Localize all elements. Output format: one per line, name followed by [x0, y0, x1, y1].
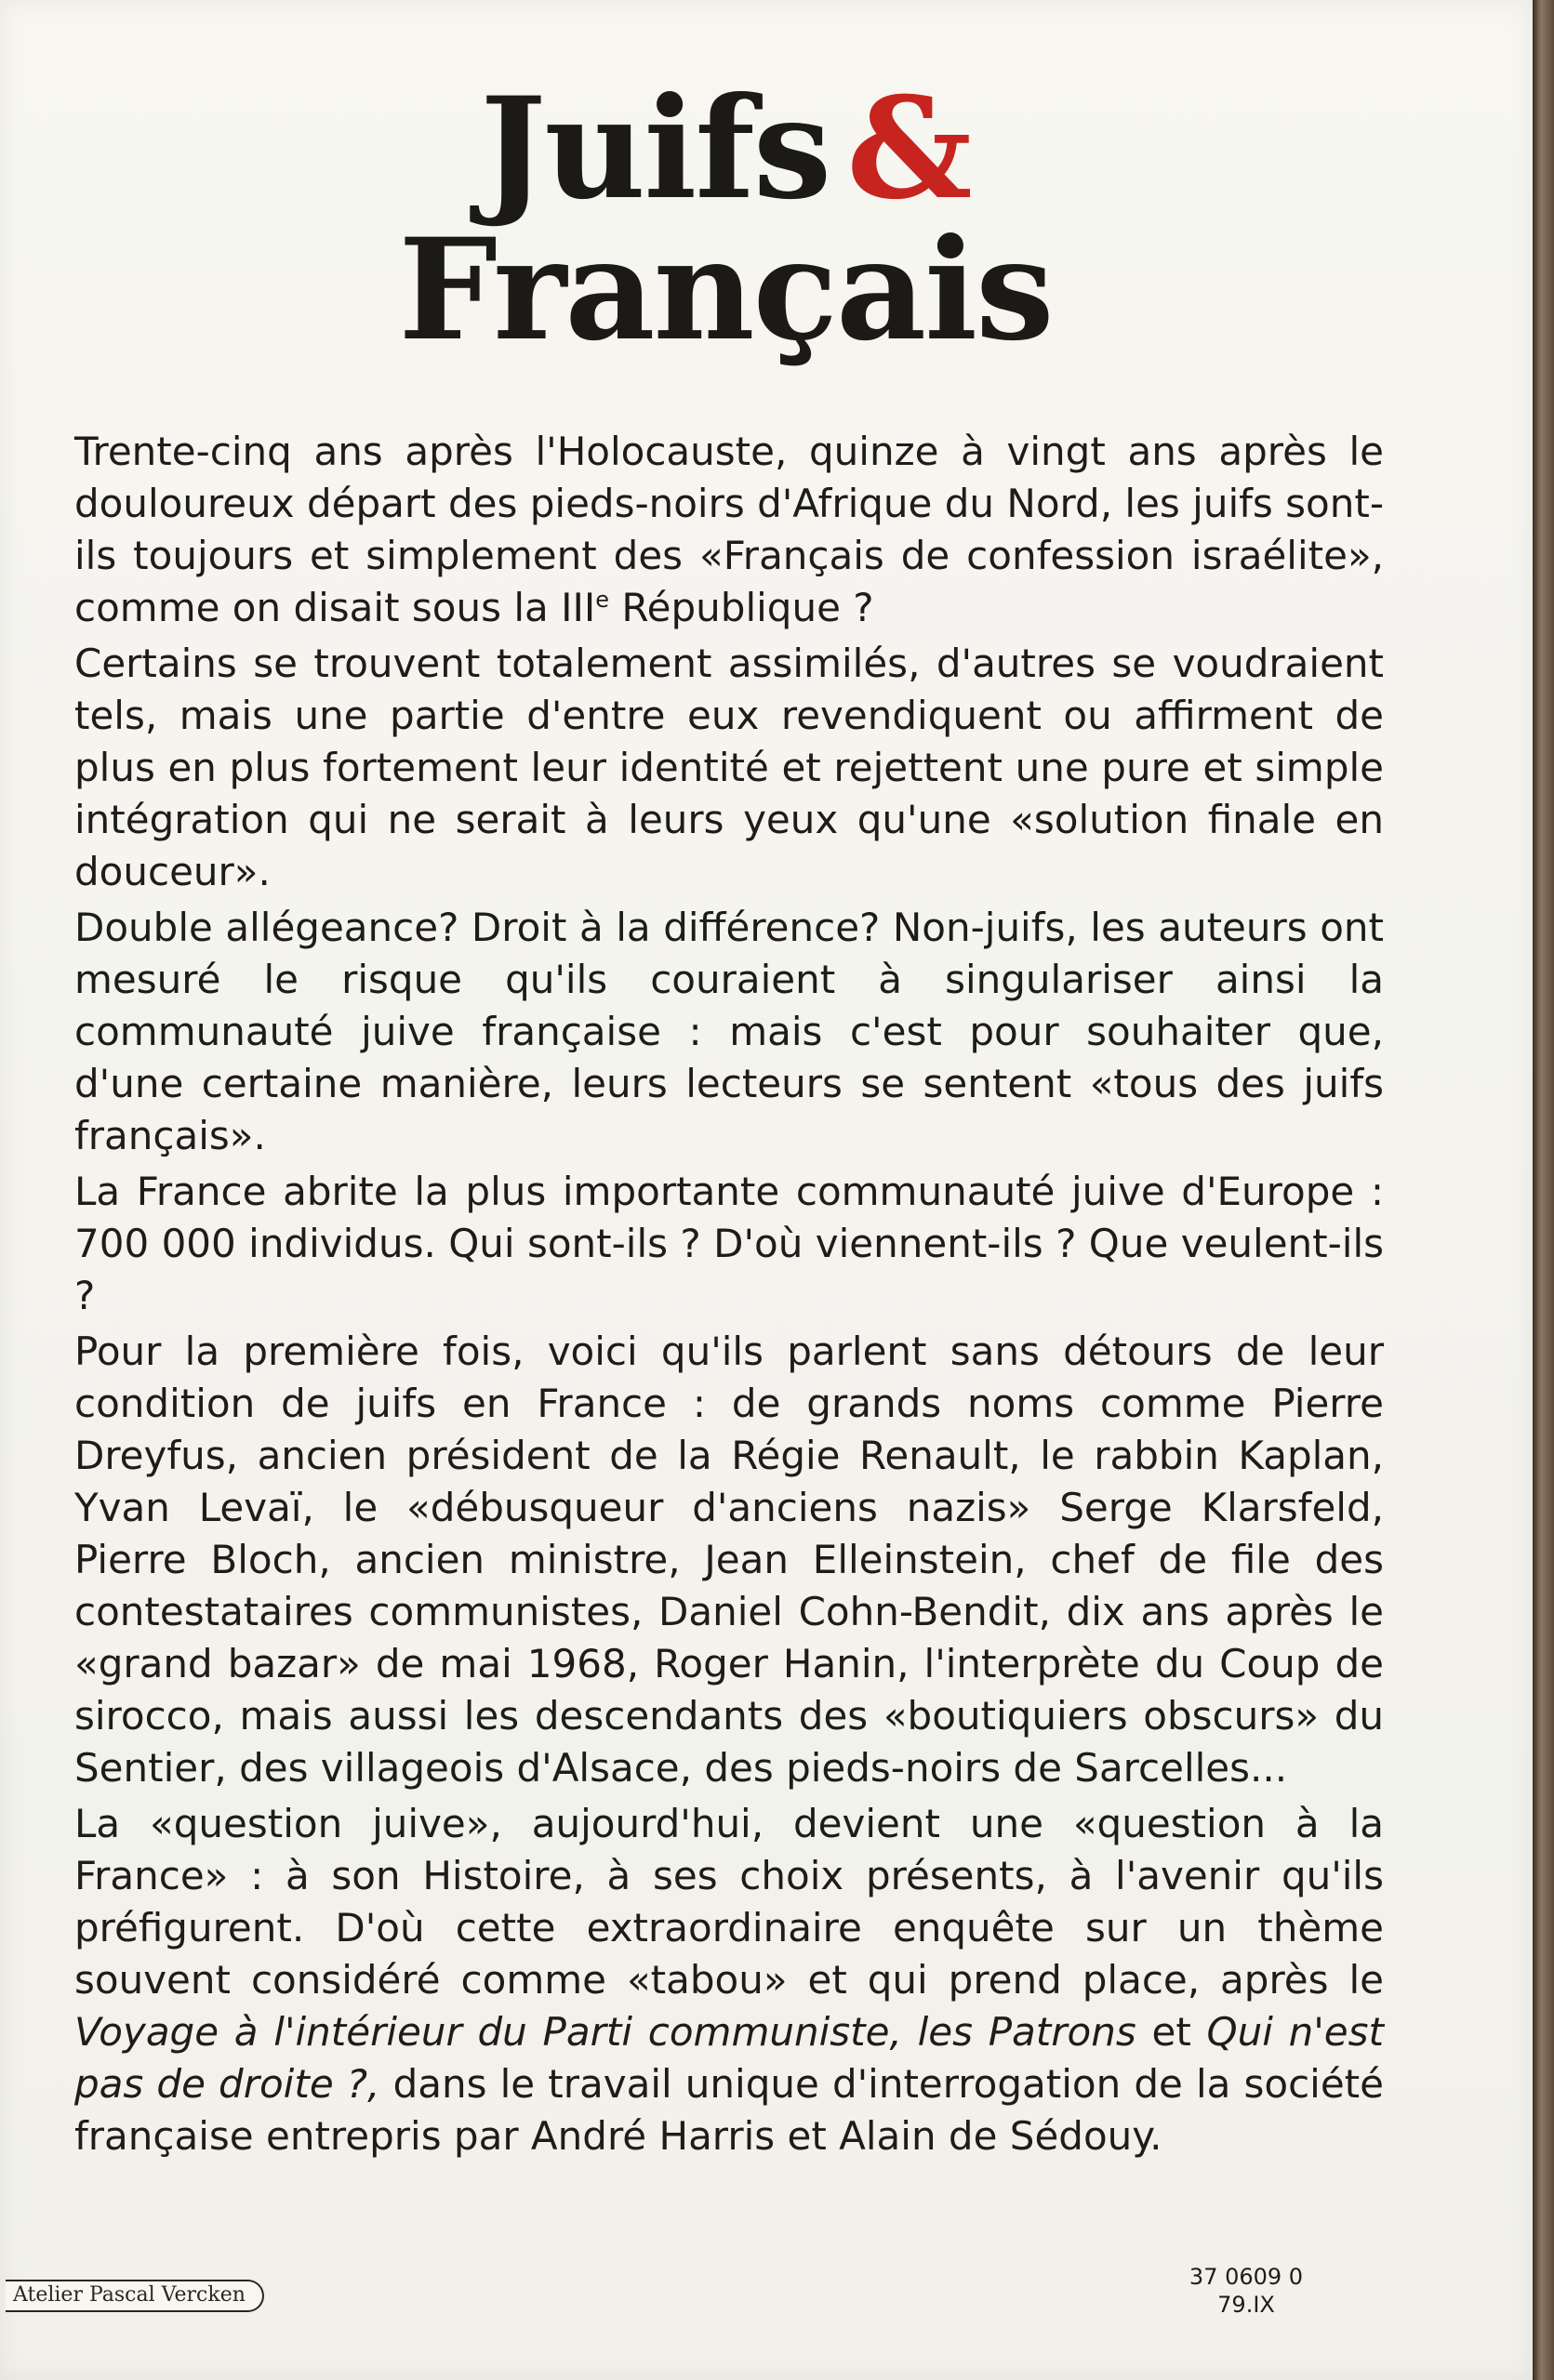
book-edge-shadow: [1533, 0, 1554, 2380]
title-word-juifs: Juifs: [480, 67, 830, 231]
blurb-paragraph-4: La France abrite la plus importante communauté juive d'Europe : 700 000 individus. Qui sont-ils ? D'où viennent-ils ? Que veulent-ils ?: [74, 1169, 1384, 1318]
blurb-paragraph-3: Double allégeance? Droit à la différence? Non-juifs, les auteurs ont mesuré le risque qu'ils couraient à singulariser ainsi la communauté juive française : mais c'est pour souhaiter que, d'une certaine manière, leurs lecteurs se sentent «tous des juifs français».: [74, 905, 1384, 1158]
blurb-paragraph-5: Pour la première fois, voici qu'ils parlent sans détours de leur condition de juifs en France : de grands noms comme Pierre Dreyfus, ancien président de la Régie Renault, le rabbin Kaplan, Yvan Levaï, le «débusqueur d'anciens nazis» Serge Klarsfeld, Pierre Bloch, ancien ministre, Jean Elleinstein, chef de file des contestataires communistes, Daniel Cohn-Bendit, dix ans après le «grand bazar» de mai 1968, Roger Hanin, l'interprète du Coup de sirocco, mais aussi les descendants des «boutiquiers obscurs» du Sentier, des villageois d'Alsace, des pieds-noirs de Sarcelles...: [74, 1329, 1384, 1791]
title-line-2: [0, 208, 1451, 372]
title-line-1: [0, 67, 1451, 231]
blurb-p1-end: République ?: [609, 585, 874, 630]
blurb-p6-italic-title-2: Qui n'est pas de droite ?,: [74, 2009, 1384, 2107]
blurb-p1-superscript: e: [595, 587, 610, 613]
publisher-mark: Atelier Pascal Vercken: [6, 2280, 264, 2312]
blurb-paragraph-2: Certains se trouvent totalement assimilés, d'autres se voudraient tels, mais une partie d'entre eux revendiquent ou affirment de plus en plus fortement leur identité et rejettent une pure et simple intégration qui ne serait à leurs yeux qu'une «solution finale en douceur».: [74, 641, 1384, 894]
blurb-p1-text: Trente-cinq ans après l'Holocauste, quinze à vingt ans après le douloureux départ des pieds-noirs d'Afrique du Nord, les juifs sont-ils toujours et simplement des «Français de confession israélite», comme on disait sous la III: [74, 429, 1384, 630]
title-word-francais: Français: [398, 208, 1053, 372]
blurb-p6-text: La «question juive», aujourd'hui, devient une «question à la France» : à son Histoire, à ses choix présents, à l'avenir qu'ils préfigurent. D'où cette extraordinaire enquête sur un thème souvent considéré comme «tabou» et qui prend place, après le: [74, 1801, 1384, 2003]
blurb-p6-italic-title-1: Voyage à l'intérieur du Parti communiste, les Patrons: [74, 2009, 1136, 2055]
blurb-paragraph-1: [74, 426, 1384, 634]
title-ampersand: &: [846, 67, 971, 231]
catalog-code-line-1: 37 0609 0: [1189, 2264, 1304, 2290]
blurb-text: [74, 426, 1384, 2166]
catalog-codes: [1153, 2263, 1339, 2319]
blurb-paragraph-6: [74, 1798, 1384, 2162]
catalog-code-line-2: 79.IX: [1217, 2292, 1275, 2318]
blurb-p6-conjunction: et: [1136, 2009, 1207, 2055]
blurb-p6-end: dans le travail unique d'interrogation de la société française entrepris par André Harris et Alain de Sédouy.: [74, 2061, 1384, 2159]
